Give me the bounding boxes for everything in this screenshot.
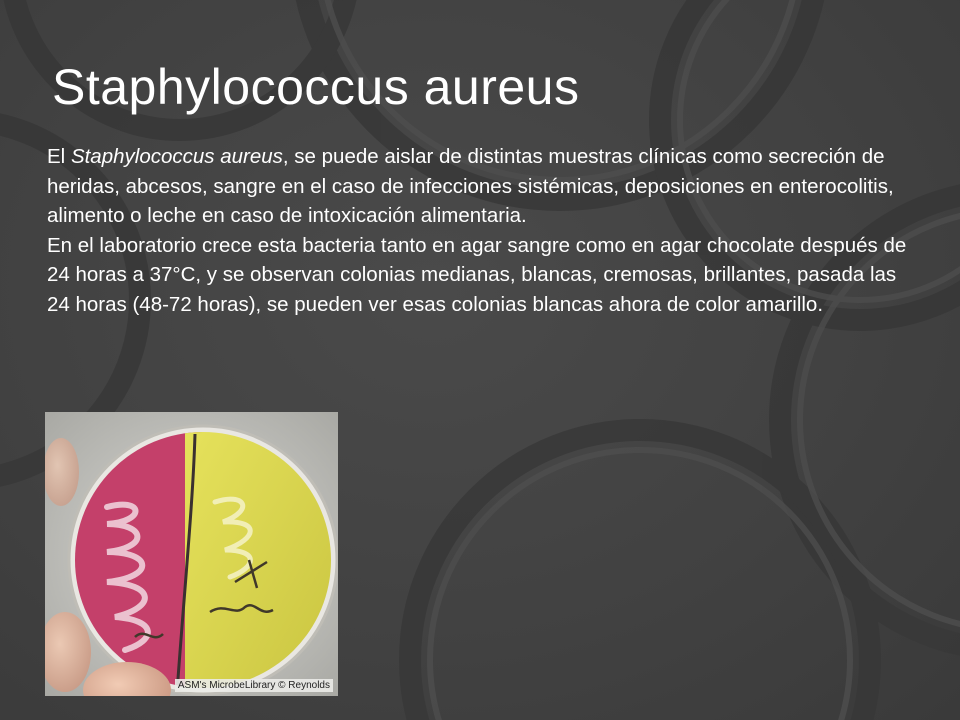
paragraph-1-rest: , se puede aislar de distintas muestras clínicas como secreción de heridas, abcesos, sangre en el caso de infecciones sistémicas, deposiciones en enterocolitis, alimento o leche en caso de intoxicación alimentaria. [47,145,894,227]
image-credit: ASM's MicrobeLibrary © Reynolds [175,679,333,692]
species-name-italic: Staphylococcus aureus [70,145,283,168]
petri-dish-illustration [45,412,338,696]
paragraph-1-start: El [47,145,71,168]
petri-dish-photo [45,412,338,696]
paragraph-2: En el laboratorio crece esta bacteria tanto en agar sangre como en agar chocolate después de 24 horas a 37°C, y se observan colonias medianas, blancas, cremosas, brillantes, pasada las 24 horas (48-72 horas), se pueden ver esas colonias blancas ahora de color amarillo. [47,233,907,316]
body-text [47,142,917,319]
paragraph-1 [47,142,917,231]
slide-title: Staphylococcus aureus [52,59,580,115]
